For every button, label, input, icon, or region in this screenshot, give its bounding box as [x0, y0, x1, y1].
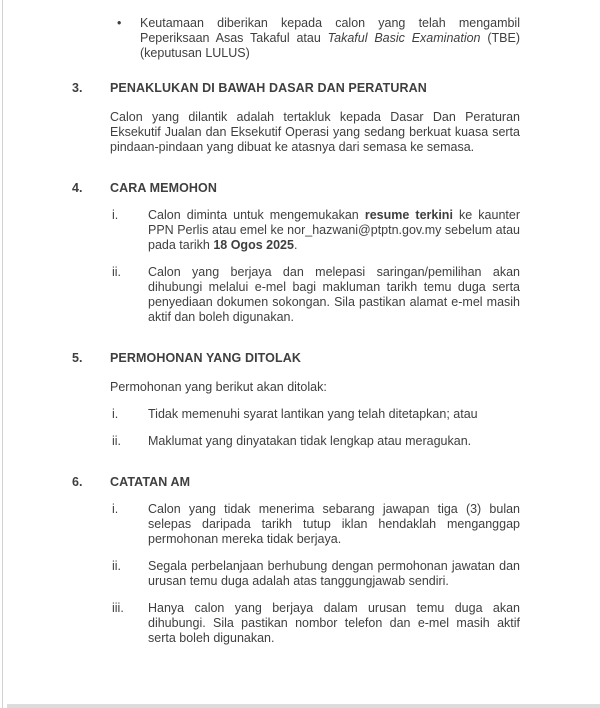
- list-item: [112, 265, 600, 325]
- item-label: i.: [112, 407, 119, 421]
- bullet-run-italic: Takaful Basic Examination: [327, 31, 481, 45]
- section-6-heading-row: [72, 475, 600, 490]
- item-label: ii.: [112, 559, 122, 573]
- item-label: ii.: [112, 434, 122, 448]
- section-heading: CARA MEMOHON: [110, 181, 217, 195]
- item-text: Maklumat yang dinyatakan tidak lengkap atau meragukan.: [148, 434, 472, 448]
- section-4-heading-row: [72, 181, 600, 196]
- item-text: Calon yang berjaya dan melepasi saringan/pemilihan akan dihubungi melalui e-mel bagi makluman tarikh temu duga serta penyediaan dokumen sokongan. Sila pastikan alamat e-mel masih aktif dan boleh digunakan.: [148, 265, 520, 324]
- section-number: 3.: [72, 81, 83, 95]
- section-number: 5.: [72, 351, 83, 365]
- page-bottom-strip: [7, 704, 600, 708]
- list-item: [112, 559, 600, 589]
- section-5-intro: Permohonan yang berikut akan ditolak:: [110, 380, 327, 394]
- bullet-text: [140, 16, 520, 61]
- list-item: [112, 601, 600, 646]
- list-item: [112, 407, 600, 422]
- bullet-run: (TBE) (keputusan LULUS): [140, 31, 520, 60]
- section-5-heading-row: [72, 351, 600, 366]
- section-heading: PENAKLUKAN DI BAWAH DASAR DAN PERATURAN: [110, 81, 427, 95]
- section-heading: CATATAN AM: [110, 475, 191, 489]
- section-3-heading-row: [72, 81, 600, 96]
- item-run: Calon diminta untuk mengemukakan: [148, 208, 365, 222]
- item-text: Tidak memenuhi syarat lantikan yang telah ditetapkan; atau: [148, 407, 478, 421]
- page-left-edge-line: [2, 0, 3, 708]
- list-item: [112, 434, 600, 449]
- bullet-item: [117, 16, 520, 61]
- item-label: i.: [112, 502, 119, 516]
- list-item: [112, 208, 600, 253]
- item-text: [148, 208, 520, 253]
- item-text: Segala perbelanjaan berhubung dengan permohonan jawatan dan urusan temu duga adalah atas tanggungjawab sendiri.: [148, 559, 520, 588]
- bullet-run: Keutamaan diberikan kepada calon yang telah mengambil Peperiksaan Asas Takaful atau: [140, 16, 520, 45]
- section-number: 6.: [72, 475, 83, 489]
- item-label: iii.: [112, 601, 124, 615]
- section-3-paragraph: Calon yang dilantik adalah tertakluk kepada Dasar Dan Peraturan Eksekutif Jualan dan Eksekutif Operasi yang sedang berkuat kuasa serta pindaan-pindaan yang dibuat ke atasnya dari semasa ke semasa.: [110, 110, 520, 154]
- list-item: [112, 502, 600, 547]
- item-text: Hanya calon yang berjaya dalam urusan temu duga akan dihubungi. Sila pastikan nombor telefon dan e-mel masih aktif serta boleh digunakan.: [148, 601, 520, 645]
- item-run-bold: resume terkini: [364, 208, 453, 222]
- section-heading: PERMOHONAN YANG DITOLAK: [110, 351, 301, 365]
- section-number: 4.: [72, 181, 83, 195]
- item-run: .: [293, 238, 298, 252]
- item-run-bold: 18 Ogos 2025: [213, 238, 294, 252]
- item-label: i.: [112, 208, 119, 222]
- item-text: Calon yang tidak menerima sebarang jawapan tiga (3) bulan selepas daripada tarikh tutup iklan hendaklah menganggap permohonan mereka tidak berjaya.: [148, 502, 520, 546]
- item-label: ii.: [112, 265, 122, 279]
- bullet-icon: •: [117, 16, 122, 30]
- item-run: ke kaunter PPN Perlis atau emel ke nor_hazwani@ptptn.gov.my sebelum atau pada tarikh: [148, 208, 520, 252]
